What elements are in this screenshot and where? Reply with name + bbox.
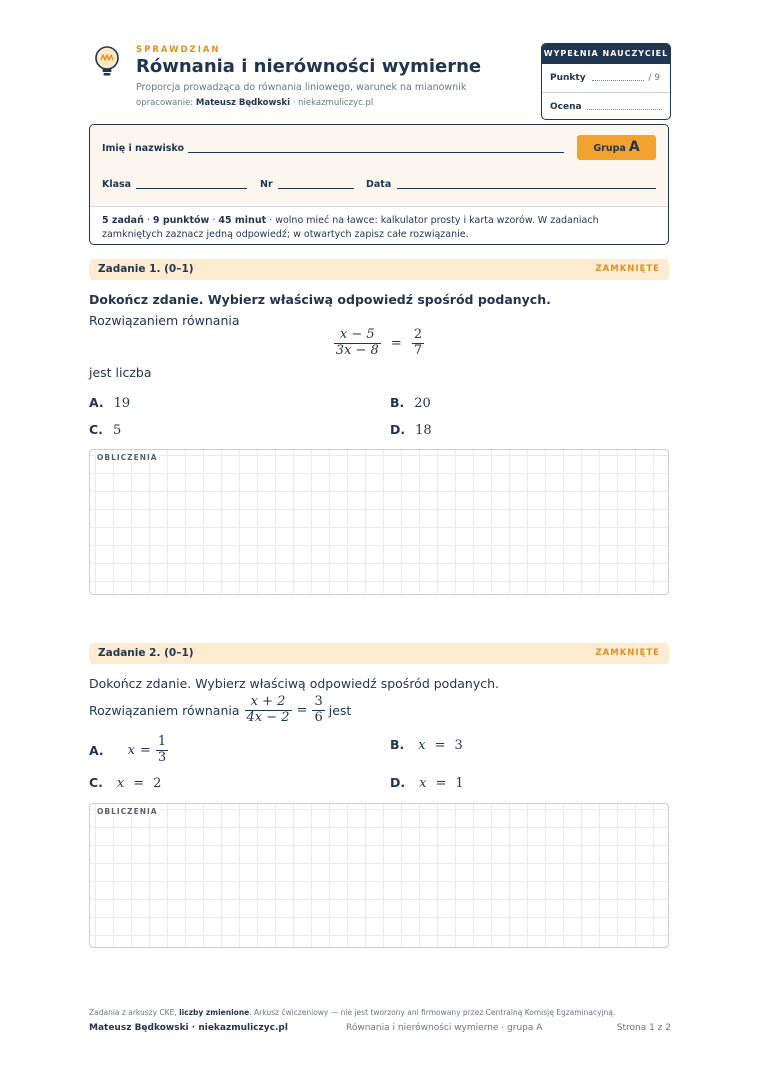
task-1-tag: ZAMKNIĘTE [595, 264, 660, 274]
option-letter: B. [390, 737, 405, 752]
task-2-lead: Rozwiązaniem równania [89, 702, 240, 718]
task-1-option-c[interactable] [89, 422, 121, 438]
option-value: 19 [113, 396, 131, 411]
task-2-option-b[interactable] [390, 737, 463, 753]
task-2-lhs-denominator: 4x − 2 [246, 709, 290, 725]
grade-row [542, 92, 670, 120]
option-value: 20 [414, 396, 431, 411]
student-info-box [89, 124, 669, 245]
date-field[interactable] [397, 188, 656, 189]
task-1-work-label: OBLICZENIA [97, 453, 158, 462]
task-1-equals: = [390, 335, 402, 351]
option-letter: C. [89, 775, 103, 790]
option-equals: = [133, 776, 145, 791]
class-label: Klasa [102, 179, 132, 190]
task-2-option-a[interactable] [89, 732, 168, 768]
student-fields [90, 125, 668, 207]
group-badge [577, 135, 656, 160]
teacher-box-heading: WYPEŁNIA NAUCZYCIEL [542, 44, 670, 64]
option-letter: D. [390, 775, 406, 790]
footer-center: Równania i nierówności wymierne · grupa A [346, 1023, 543, 1033]
option-numerator: 1 [157, 733, 167, 749]
task-2-title: Zadanie 2. (0–1) [98, 647, 194, 659]
task-1-option-d[interactable] [390, 422, 432, 438]
points-label: Punkty [550, 73, 586, 83]
task-2-lhs-numerator: x + 2 [250, 693, 286, 709]
nr-label: Nr [260, 179, 273, 190]
group-value: A [628, 139, 640, 155]
option-var: x [127, 742, 135, 758]
option-fraction [156, 735, 168, 766]
exam-info [90, 207, 668, 245]
footer-note [89, 1008, 615, 1017]
option-value: 18 [415, 423, 432, 438]
task-2-work-area[interactable] [89, 803, 669, 948]
name-field[interactable] [188, 152, 564, 153]
task-2-rhs-denominator: 6 [314, 709, 323, 725]
doc-kicker: SPRAWDZIAN [136, 45, 221, 55]
info-sep-2: · [209, 215, 219, 226]
points-field[interactable] [592, 80, 644, 81]
option-var: x [418, 738, 426, 753]
info-points: 9 punktów [152, 215, 210, 226]
task-1-rhs-numerator: 2 [413, 327, 423, 342]
task-2-option-c[interactable] [89, 775, 161, 791]
class-field[interactable] [136, 188, 247, 189]
task-2-trail: jest [328, 702, 352, 718]
info-rest: · wolno mieć na ławce: kalkulator prosty i karta wzorów. W zadaniach zamkniętych zaznacz jedną odpowiedź; w otwartych zapisz całe rozwiązanie. [102, 215, 599, 240]
option-letter: A. [89, 742, 104, 758]
name-label: Imię i nazwisko [102, 143, 184, 154]
option-equals: = [140, 742, 151, 758]
task-2-tag: ZAMKNIĘTE [595, 648, 660, 658]
footer-page-number: Strona 1 z 2 [616, 1023, 671, 1033]
info-sep-1: · [143, 215, 153, 226]
task-1-equation [89, 328, 669, 359]
points-row [542, 64, 670, 92]
credit-line [136, 98, 373, 108]
footer-note-start: Zadania z arkuszy CKE, [89, 1008, 180, 1017]
task-2-instruction: Dokończ zdanie. Wybierz właściwą odpowiedź spośród podanych. [89, 676, 500, 691]
credit-prefix: opracowanie: [136, 98, 194, 108]
option-value: 1 [455, 776, 464, 791]
task-1-instruction: Dokończ zdanie. Wybierz właściwą odpowiedź spośród podanych. [89, 292, 551, 307]
task-2-header [89, 643, 669, 664]
teacher-box [541, 43, 671, 120]
grade-field[interactable] [587, 109, 662, 110]
task-1-lhs-fraction [334, 328, 381, 359]
bulb-logo-icon [90, 44, 124, 78]
option-value: 5 [112, 423, 122, 438]
task-1-option-a[interactable] [89, 395, 130, 411]
option-equals: = [434, 738, 446, 753]
task-1-rhs-fraction [412, 328, 424, 359]
task-2-rhs-fraction [312, 695, 324, 726]
task-1-lead: Rozwiązaniem równania [89, 313, 240, 328]
grade-label: Ocena [550, 102, 582, 112]
info-time: 45 minut [218, 215, 267, 226]
task-2-lhs-fraction [245, 695, 292, 726]
task-1-lhs-numerator: x − 5 [339, 327, 375, 342]
option-value: 2 [153, 776, 162, 791]
option-value: 3 [454, 738, 463, 753]
option-denominator: 3 [157, 749, 167, 765]
option-var: x [419, 776, 427, 791]
task-1-lhs-denominator: 3x − 8 [335, 342, 379, 358]
group-label: Grupa [593, 143, 626, 154]
page-title: Równania i nierówności wymierne [136, 56, 482, 77]
option-letter: D. [390, 422, 406, 437]
task-2-work-label: OBLICZENIA [97, 807, 158, 816]
option-letter: B. [390, 395, 405, 410]
task-1-option-b[interactable] [390, 395, 431, 411]
option-letter: A. [89, 395, 104, 410]
task-2-question [89, 690, 351, 730]
task-2-equals: = [296, 702, 308, 718]
credit-author: Mateusz Będkowski [195, 98, 291, 108]
option-letter: C. [89, 422, 103, 437]
task-1-trail: jest liczba [89, 365, 152, 380]
task-1-header [89, 259, 669, 280]
task-1-title: Zadanie 1. (0–1) [98, 263, 194, 275]
credit-site: · niekazmuliczyc.pl [292, 98, 374, 108]
footer-note-end: . Arkusz ćwiczeniowy — nie jest tworzony ani firmowany przez Centralną Komisję Egzaminacyjną. [249, 1008, 616, 1017]
footer-author: Mateusz Będkowski · niekazmuliczyc.pl [89, 1023, 288, 1033]
task-2-option-d[interactable] [390, 775, 464, 791]
page-subtitle: Proporcja prowadząca do równania liniowego, warunek na mianownik [136, 82, 467, 93]
points-max: / 9 [648, 73, 660, 83]
task-2-rhs-numerator: 3 [314, 693, 323, 709]
date-label: Data [366, 179, 392, 190]
nr-field[interactable] [278, 188, 354, 189]
footer-note-bold: liczby zmienione [179, 1008, 250, 1017]
option-var: x [116, 776, 125, 791]
task-1-rhs-denominator: 7 [413, 342, 423, 358]
task-1-work-area[interactable] [89, 449, 669, 595]
option-equals: = [435, 776, 447, 791]
info-tasks: 5 zadań [102, 215, 144, 226]
